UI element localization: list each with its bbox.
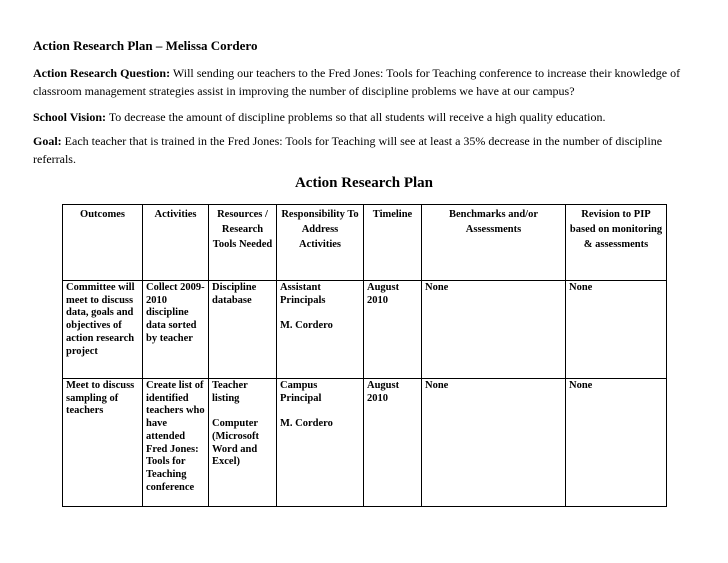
header-revision: Revision to PIP based on monitoring & assessments [566,205,667,281]
cell-revision: None [566,379,667,507]
school-vision-label: School Vision: [33,110,107,124]
school-vision [33,108,701,126]
school-vision-text: To decrease the amount of discipline problems so that all students will receive a high quality education. [106,110,606,124]
cell-outcome: Committee will meet to discuss data, goals and objectives of action research project [63,281,143,379]
research-question-label: Action Research Question: [33,66,171,80]
goal-label: Goal: [33,134,62,148]
cell-activity: Create list of identified teachers who have attended Fred Jones: Tools for Teaching conference [143,379,209,507]
cell-activity: Collect 2009-2010 discipline data sorted by teacher [143,281,209,379]
cell-timeline: August 2010 [364,281,422,379]
header-benchmarks: Benchmarks and/or Assessments [422,205,566,281]
cell-outcome: Meet to discuss sampling of teachers [63,379,143,507]
header-outcomes: Outcomes [63,205,143,281]
goal-text: Each teacher that is trained in the Fred Jones: Tools for Teaching will see at least a 35% decrease in the number of discipline referrals. [33,134,663,166]
research-question-text: Will sending our teachers to the Fred Jones: Tools for Teaching conference to increase their knowledge of classroom management strategies assist in improving the number of discipline problems we have at our campus? [33,66,681,98]
header-resources: Resources / Research Tools Needed [209,205,277,281]
cell-resources: Discipline database [209,281,277,379]
document-title: Action Research Plan – Melissa Cordero [33,38,258,53]
table-row [63,281,667,379]
table-header-row [63,205,667,281]
header-timeline: Timeline [364,205,422,281]
cell-revision: None [566,281,667,379]
cell-benchmarks: None [422,281,566,379]
goal [33,132,701,168]
table-title: Action Research Plan [294,175,434,191]
header-activities: Activities [143,205,209,281]
action-plan-table [62,204,667,507]
cell-benchmarks: None [422,379,566,507]
cell-responsibility: Assistant Principals M. Cordero [277,281,364,379]
cell-timeline: August 2010 [364,379,422,507]
cell-responsibility: Campus Principal M. Cordero [277,379,364,507]
table-row [63,379,667,507]
cell-resources: Teacher listing Computer (Microsoft Word and Excel) [209,379,277,507]
research-question [33,64,701,100]
header-responsibility: Responsibility To Address Activities [277,205,364,281]
